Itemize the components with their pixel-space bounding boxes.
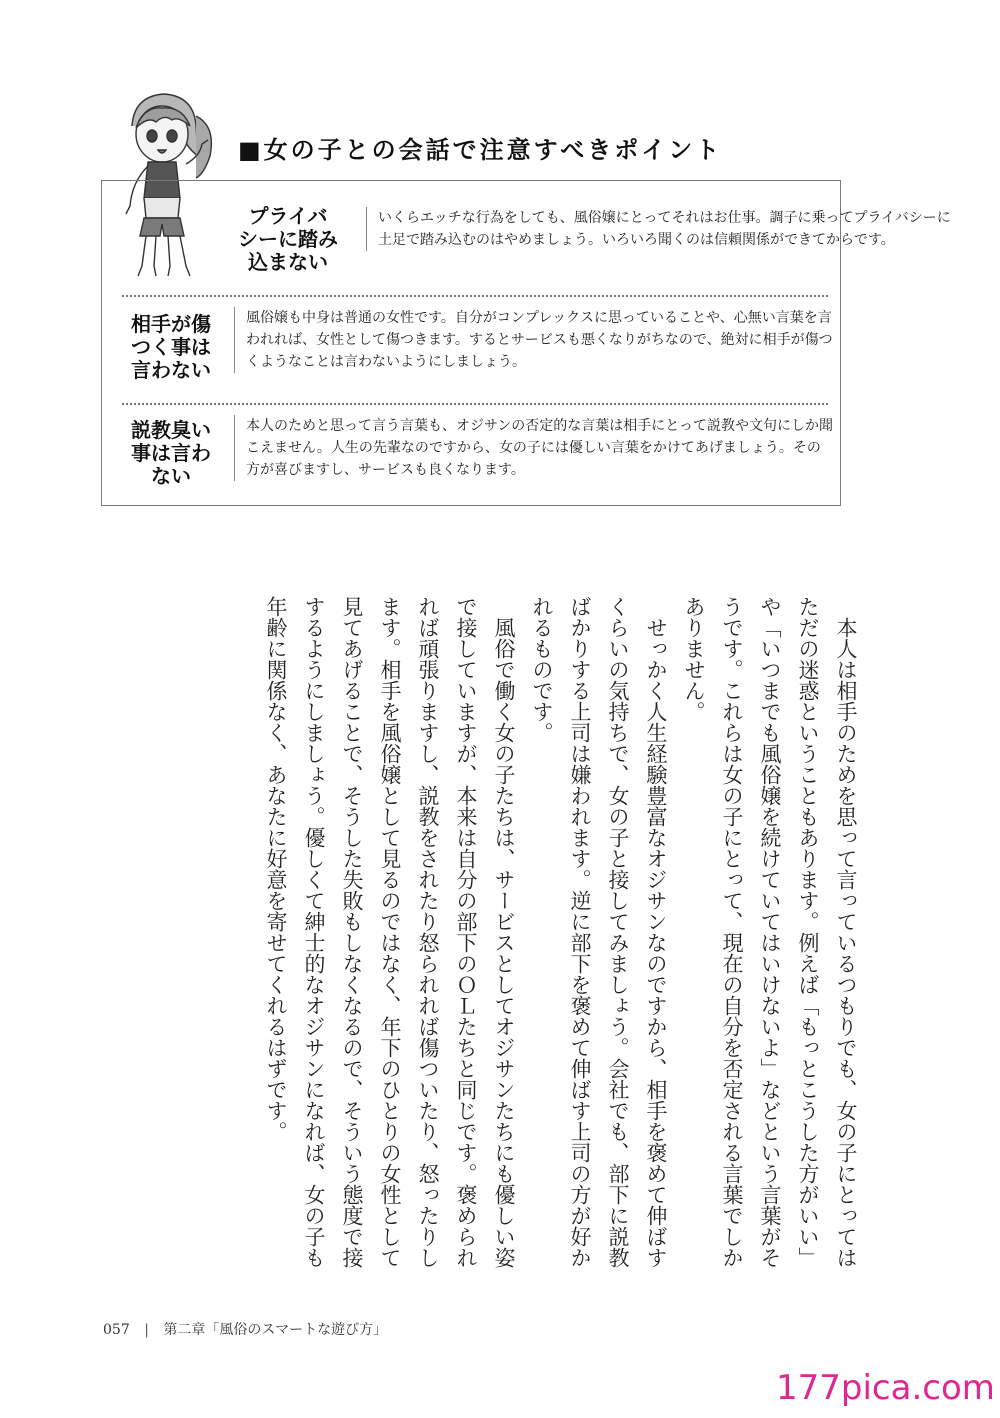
box-title: ■女の子との会話で注意すべきポイント: [238, 136, 723, 164]
tip-text: 風俗嬢も中身は普通の女性です。自分がコンプレックスに思っていることや、心無い言葉を言われれば、女性として傷つきます。するとサービスも悪くなりがちなので、絶対に相手が傷つくようなことは言わないようにしましょう。: [234, 307, 834, 373]
tip-text: 本人のためと思って言う言葉も、オジサンの否定的な言葉は相手にとって説教や文句にしか聞こえません。人生の先輩なのですから、女の子には優しい言葉をかけてあげましょう。その方が喜びますし、サービスも良くなります。: [234, 415, 834, 481]
tip-label: [112, 419, 230, 488]
tip-row: [102, 297, 840, 399]
tips-box: [101, 180, 951, 506]
chapter-title: 第二章「風俗のスマートな遊び方」: [163, 1322, 388, 1338]
tip-label-line: 説教臭い: [131, 418, 211, 442]
body-paragraph: 風俗で働く女の子たちは、サービスとしてオジサンたちにも優しい姿で接していますが、本来は自分の部下のＯＬたちと同じです。褒められれば頑張りますし、説教をされたり怒られれば傷ついたり、怒ったりします。相手を風俗嬢として見るのではなく、年下のひとりの女性として見てあげることで、そうした失敗もしなくなるので、そういう態度で接するようにしましょう。優しくて紳士的なオジサンになれば、女の子も年齢に関係なく、あなたに好意を寄せてくれるはずです。: [264, 596, 516, 1268]
main-body-text: [100, 596, 865, 1286]
body-paragraph: せっかく人生経験豊富なオジサンなのですから、相手を褒めて伸ばすくらいの気持ちで、女の子と接してみましょう。会社でも、部下に説教ばかりする上司は嫌われます。逆に部下を褒めて伸ばす上司の方が好かれるものです。: [530, 596, 668, 1268]
tip-label-line: 相手が傷: [131, 312, 211, 336]
footer-separator: |: [144, 1322, 149, 1338]
tip-label-line: 言わない: [131, 358, 211, 382]
watermark: 177pica.com: [776, 1368, 995, 1408]
body-paragraph: 本人は相手のためを思って言っているつもりでも、女の子にとってはただの迷惑ということもあります。例えば「もっとこうした方がいい」や「いつまでも風俗嬢を続けていてはいけないよ」などという言葉がそうです。これらは女の子にとって、現在の自分を否定される言葉でしかありません。: [682, 596, 858, 1268]
tip-label-line: シーに踏み: [238, 227, 338, 251]
tip-text: いくらエッチな行為をしても、風俗嬢にとってそれはお仕事。調子に乗ってプライバシーに土足で踏み込むのはやめましょう。いろいろ聞くのは信頼関係ができてからです。: [366, 207, 962, 251]
page-footer: [103, 1319, 387, 1339]
tip-label: [112, 313, 230, 382]
tip-label-line: 事は言わ: [131, 441, 211, 465]
page-number: 057: [103, 1322, 130, 1338]
tip-label-line: ない: [151, 464, 191, 488]
tip-row: [102, 181, 951, 293]
tip-label-line: 込まない: [248, 250, 328, 274]
tip-row: [102, 405, 840, 505]
tip-label-line: つく事は: [131, 335, 211, 359]
tip-label: [224, 205, 352, 274]
tip-label-line: プライバ: [248, 204, 328, 228]
